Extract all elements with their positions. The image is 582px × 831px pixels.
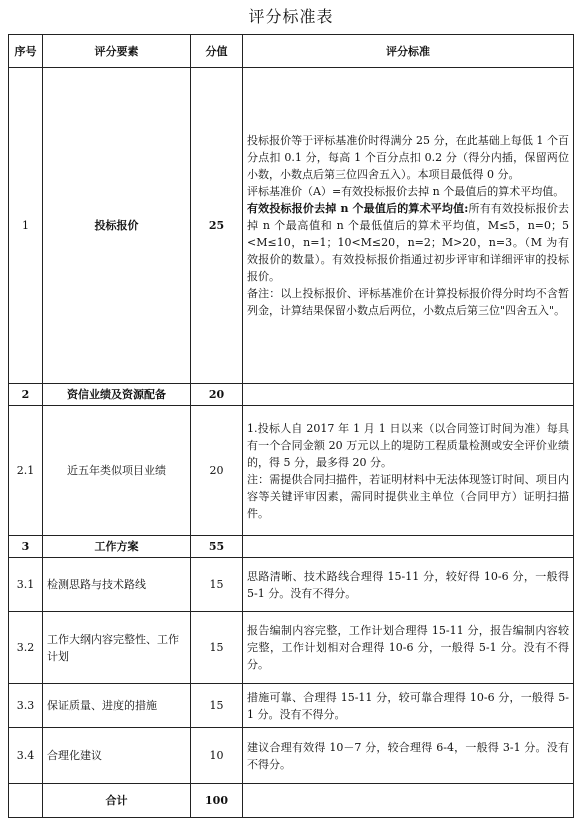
row-no: 3.1 [9, 558, 43, 612]
header-score: 分值 [191, 35, 243, 68]
row-score: 10 [191, 728, 243, 784]
row-no: 1 [9, 68, 43, 384]
row-item: 资信业绩及资源配备 [43, 384, 191, 406]
standard-text: 所有有效投标报价去掉 n 个最高值和 n 个最低值后的算术平均值，M≤5，n=0；5 <M≤10，n=1；10<M≤20，n=2；M>20，n=3。（M 为有效报价的数量）。有效投标报价指通过初步评审和详细评审的投标报价。 [247, 202, 569, 283]
row-no [9, 784, 43, 818]
standard-paragraph [247, 200, 569, 285]
table-row [9, 558, 574, 612]
row-standard [243, 558, 574, 612]
row-standard [243, 784, 574, 818]
table-row [9, 612, 574, 684]
standard-paragraph: 1.投标人自 2017 年 1 月 1 日以来（以合同签订时间为准）每具有一个合同金额 20 万元以上的堤防工程质量检测或安全评价业绩的，得 5 分，最多得 20 分。 [247, 421, 569, 469]
row-item: 检测思路与技术路线 [43, 558, 191, 612]
row-score: 15 [191, 684, 243, 728]
row-no: 3 [9, 536, 43, 558]
total-label: 合计 [43, 784, 191, 818]
standard-paragraph: 评标基准价（A）=有效投标报价去掉 n 个最值后的算术平均值。 [247, 185, 565, 198]
row-score: 20 [191, 406, 243, 536]
header-no: 序号 [9, 35, 43, 68]
row-standard [243, 728, 574, 784]
row-score: 15 [191, 558, 243, 612]
row-score: 25 [191, 68, 243, 384]
row-score: 20 [191, 384, 243, 406]
header-item: 评分要素 [43, 35, 191, 68]
row-no: 2 [9, 384, 43, 406]
table-row [9, 684, 574, 728]
standard-paragraph: 投标报价等于评标基准价时得满分 25 分，在此基础上每低 1 个百分点扣 0.1 分，每高 1 个百分点扣 0.2 分（得分内插，保留两位小数，小数点后第三位四舍五入）。本项目最低得 0 分。 [247, 134, 569, 181]
table-row [9, 68, 574, 384]
standard-paragraph: 报告编制内容完整，工作计划合理得 15-11 分，报告编制内容较完整，工作计划相对合理得 10-6 分，一般得 5-1 分。没有不得分。 [247, 624, 569, 671]
row-standard [243, 536, 574, 558]
table-title: 评分标准表 [248, 7, 334, 26]
standard-paragraph: 备注：以上投标报价、评标基准价在计算投标报价得分时均不含暂列金，计算结果保留小数点后两位，小数点后第三位"四舍五入"。 [247, 287, 569, 317]
row-item: 保证质量、进度的措施 [43, 684, 191, 728]
row-no: 3.3 [9, 684, 43, 728]
row-no: 3.2 [9, 612, 43, 684]
table-row [9, 728, 574, 784]
total-row [9, 784, 574, 818]
row-standard [243, 384, 574, 406]
row-standard [243, 406, 574, 536]
standard-paragraph: 思路清晰、技术路线合理得 15-11 分，较好得 10-6 分，一般得 5-1 分。没有不得分。 [247, 569, 569, 600]
row-item: 投标报价 [43, 68, 191, 384]
standard-paragraph: 建议合理有效得 10－7 分，较合理得 6-4，一般得 3-1 分。没有不得分。 [247, 740, 569, 771]
scoring-table [8, 34, 574, 818]
row-standard [243, 684, 574, 728]
standard-lead: 有效投标报价去掉 n 个最值后的算术平均值: [247, 202, 469, 215]
row-item: 工作大纲内容完整性、工作计划 [43, 612, 191, 684]
row-standard [243, 68, 574, 384]
table-row [9, 536, 574, 558]
row-no: 2.1 [9, 406, 43, 536]
table-row [9, 384, 574, 406]
table-row [9, 406, 574, 536]
row-item: 工作方案 [43, 536, 191, 558]
row-score: 55 [191, 536, 243, 558]
header-row [9, 35, 574, 68]
row-item: 近五年类似项目业绩 [43, 406, 191, 536]
row-score: 15 [191, 612, 243, 684]
total-score: 100 [191, 784, 243, 818]
row-no: 3.4 [9, 728, 43, 784]
row-standard [243, 612, 574, 684]
header-standard: 评分标准 [243, 35, 574, 68]
row-item: 合理化建议 [43, 728, 191, 784]
standard-paragraph: 措施可靠、合理得 15-11 分，较可靠合理得 10-6 分，一般得 5-1 分。没有不得分。 [247, 690, 569, 721]
standard-paragraph: 注：需提供合同扫描件，若证明材料中无法体现签订时间、项目内容等关键评审因素，需同时提供业主单位（合同甲方）证明扫描件。 [247, 472, 569, 520]
